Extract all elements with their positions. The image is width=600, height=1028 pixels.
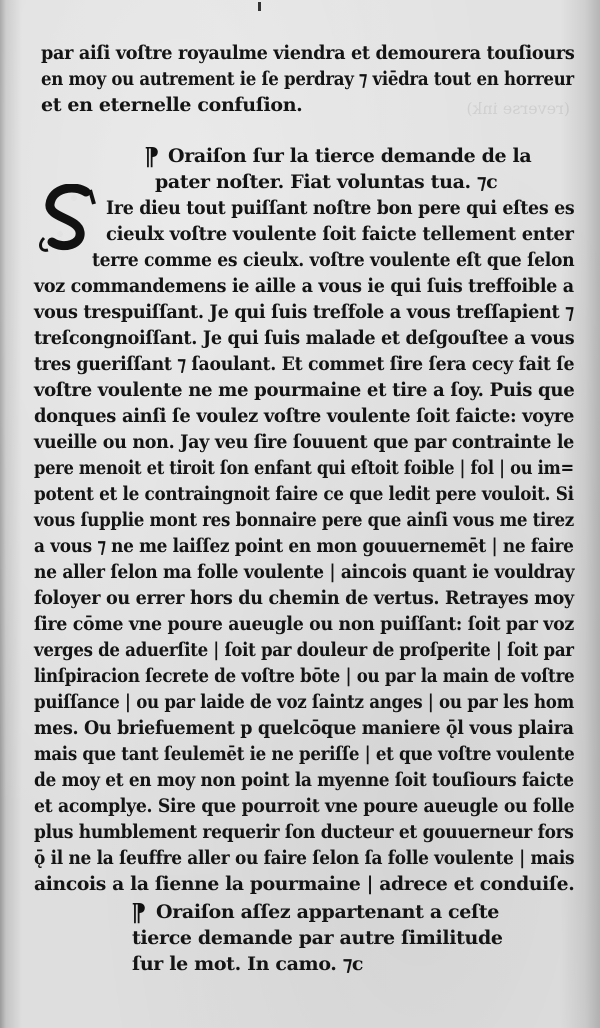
text-line-25: mais que tant ſeulemēt ie ne periſſe | et que voſtre voulente — [34, 743, 575, 765]
text-line-23: puiſſance | ou par laide de voz ſaintz anges | ou par les hom — [34, 691, 574, 713]
page-edge-mark — [258, 2, 261, 11]
text-line-13: vueille ou non. Jay veu ſire ſouuent que par contrainte le — [34, 431, 575, 453]
text-line-2: en moy ou autrement ie ſe perdray ⁊ viēdra tout en horreur — [41, 68, 574, 90]
drop-cap-initial — [34, 184, 104, 256]
text-line-17: a vous ⁊ ne me laiſſez point en mon gouuernemēt | ne faire — [34, 535, 574, 557]
heading-line-4: tierce demande par autre ſimilitude — [132, 927, 503, 949]
text-line-12: donques ainſi ſe voulez voſtre voulente ſoit faicte: voyre — [34, 405, 575, 427]
text-line-27: et acomplye. Sire que pourroit vne poure aueugle ou folle — [34, 795, 575, 817]
text-line-3: et en eternelle confuſion. — [41, 94, 303, 116]
text-line-18: ne aller ſelon ma folle voulente | aincois quant ie vouldray — [34, 561, 575, 583]
text-line-5: cieulx voſtre voulente ſoit faicte tellement enter — [106, 223, 574, 245]
text-line-30: aincois a la ſienne la pourmaine | adrece et conduiſe. — [34, 873, 575, 895]
text-line-21: verges de aduerſite | ſoit par douleur de proſperite | ſoit par — [34, 639, 574, 661]
pilcrow-icon: ⁋ — [131, 898, 147, 927]
text-line-10: tres gueriſſant ⁊ ſaoulant. Et commet ſire ſera cecy fait ſe — [34, 353, 575, 375]
text-line-9: treſcongnoiſſant. Je qui ſuis malade et deſgouſtee a vous — [34, 327, 575, 349]
text-line-11: voſtre voulente ne me pourmaine et tire a ſoy. Puis que — [34, 379, 575, 401]
pilcrow-icon: ⁋ — [144, 142, 160, 171]
text-line-6: terre comme es cieulx. voſtre voulente eſt que ſelon — [92, 249, 575, 271]
text-line-28: plus humblement requerir ſon ducteur et gouuerneur fors — [34, 821, 574, 843]
heading-line-5: ſur le mot. In camo. ⁊c — [132, 953, 364, 975]
text-line-1: par aiſi voſtre royaulme viendra et demourera touſiours — [41, 42, 575, 64]
text-line-8: vous trespuiſſant. Je qui ſuis treſfole a vous treſſapient ⁊ — [34, 301, 574, 323]
text-line-4: Ire dieu tout puiſſant noſtre bon pere qui eſtes es — [106, 197, 575, 219]
text-line-19: foloyer ou errer hors du chemin de vertus. Retrayes moy — [34, 587, 574, 609]
bleed-through-text: (reverse ink) — [466, 99, 570, 118]
heading-line-2: pater noſter. Fiat voluntas tua. ⁊c — [155, 171, 498, 193]
text-line-16: vous ſupplie mont res bonnaire pere que ainſi vous me tirez — [34, 509, 574, 531]
heading-line-3: Oraiſon aſſez appartenant a ceſte — [156, 901, 499, 923]
text-line-24: mes. Ou briefuement p quelcōque maniere ǭl vous plaira — [34, 717, 574, 739]
text-line-14: pere menoit et tiroit ſon enfant qui eſtoit foible | fol | ou im= — [34, 457, 574, 479]
text-line-20: ſire cōme vne poure aueugle ou non puiſſant: ſoit par voz — [34, 613, 574, 635]
text-line-15: potent et le contraingnoit faire ce que ledit pere vouloit. Si — [34, 483, 574, 505]
text-line-7: voz commandemens ie aille a vous ie qui ſuis treffoible a — [34, 275, 574, 297]
heading-line-1: Oraiſon ſur la tierce demande de la — [168, 145, 532, 167]
text-line-22: linſpiracion ſecrete de voſtre bōte | ou par la main de voſtre — [34, 665, 575, 687]
text-line-26: de moy et en moy non point la myenne ſoit touſiours faicte — [34, 769, 574, 791]
text-line-29: ǭ il ne la ſeuffre aller ou faire ſelon ſa folle voulente | mais — [34, 847, 575, 869]
